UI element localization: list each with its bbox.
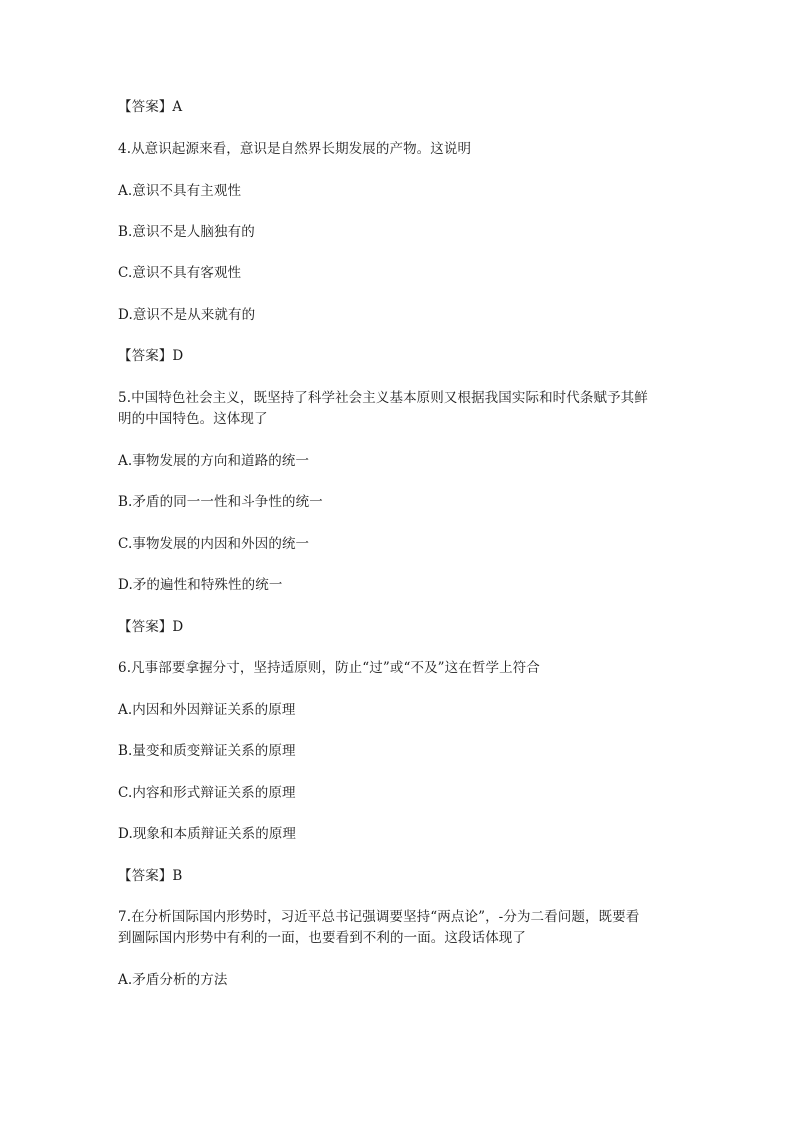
option-a: A.矛盾分析的方法 xyxy=(118,972,228,988)
option-d: D.意识不是从来就有的 xyxy=(118,307,256,323)
option-c: C.内容和形式辩证关系的原理 xyxy=(118,785,296,801)
option-a: A.意识不具有主观性 xyxy=(118,183,242,199)
question-5-line-2: 明的中国特色。这体现了 xyxy=(118,411,268,427)
option-d: D.现象和本质辩证关系的原理 xyxy=(118,826,297,842)
option-a: A.内因和外因辩证关系的原理 xyxy=(118,702,296,718)
question-7-line-2: 到圖际国内形势中有利的一面，也要看到不利的一面。这段话体现了 xyxy=(118,930,526,946)
option-d: D.矛的遍性和特殊性的统一 xyxy=(118,577,283,593)
option-a: A.事物发展的方向和道路的统一 xyxy=(118,453,310,469)
option-c: C.事物发展的内因和外因的统一 xyxy=(118,536,310,552)
question-6: 6.凡事部要拿握分寸，坚持适原则，防止“过”或“不及”这在哲学上符合 xyxy=(118,660,540,676)
option-b: B.意识不是人脑独有的 xyxy=(118,224,255,240)
answer-line: 【答案】B xyxy=(118,868,183,884)
answer-line: 【答案】D xyxy=(118,348,184,364)
option-c: C.意识不具有客观性 xyxy=(118,265,242,281)
question-5-line-1: 5.中国特色社会主义，既坚持了科学社会主义基本原则又根据我国实际和时代条赋予其鲜 xyxy=(118,390,648,406)
answer-line: 【答案】D xyxy=(118,619,184,635)
answer-line: 【答案】A xyxy=(118,99,183,115)
option-b: B.量变和质变辩证关系的原理 xyxy=(118,743,296,759)
question-7-line-1: 7.在分析国际国内形势时，习近平总书记强调要坚持“两点论”，-分为二看问题，既要看 xyxy=(118,909,640,925)
option-b: B.矛盾的同一一性和斗争性的统一 xyxy=(118,494,323,510)
question-4: 4.从意识起源来看，意识是自然界长期发展的产物。这说明 xyxy=(118,141,472,157)
